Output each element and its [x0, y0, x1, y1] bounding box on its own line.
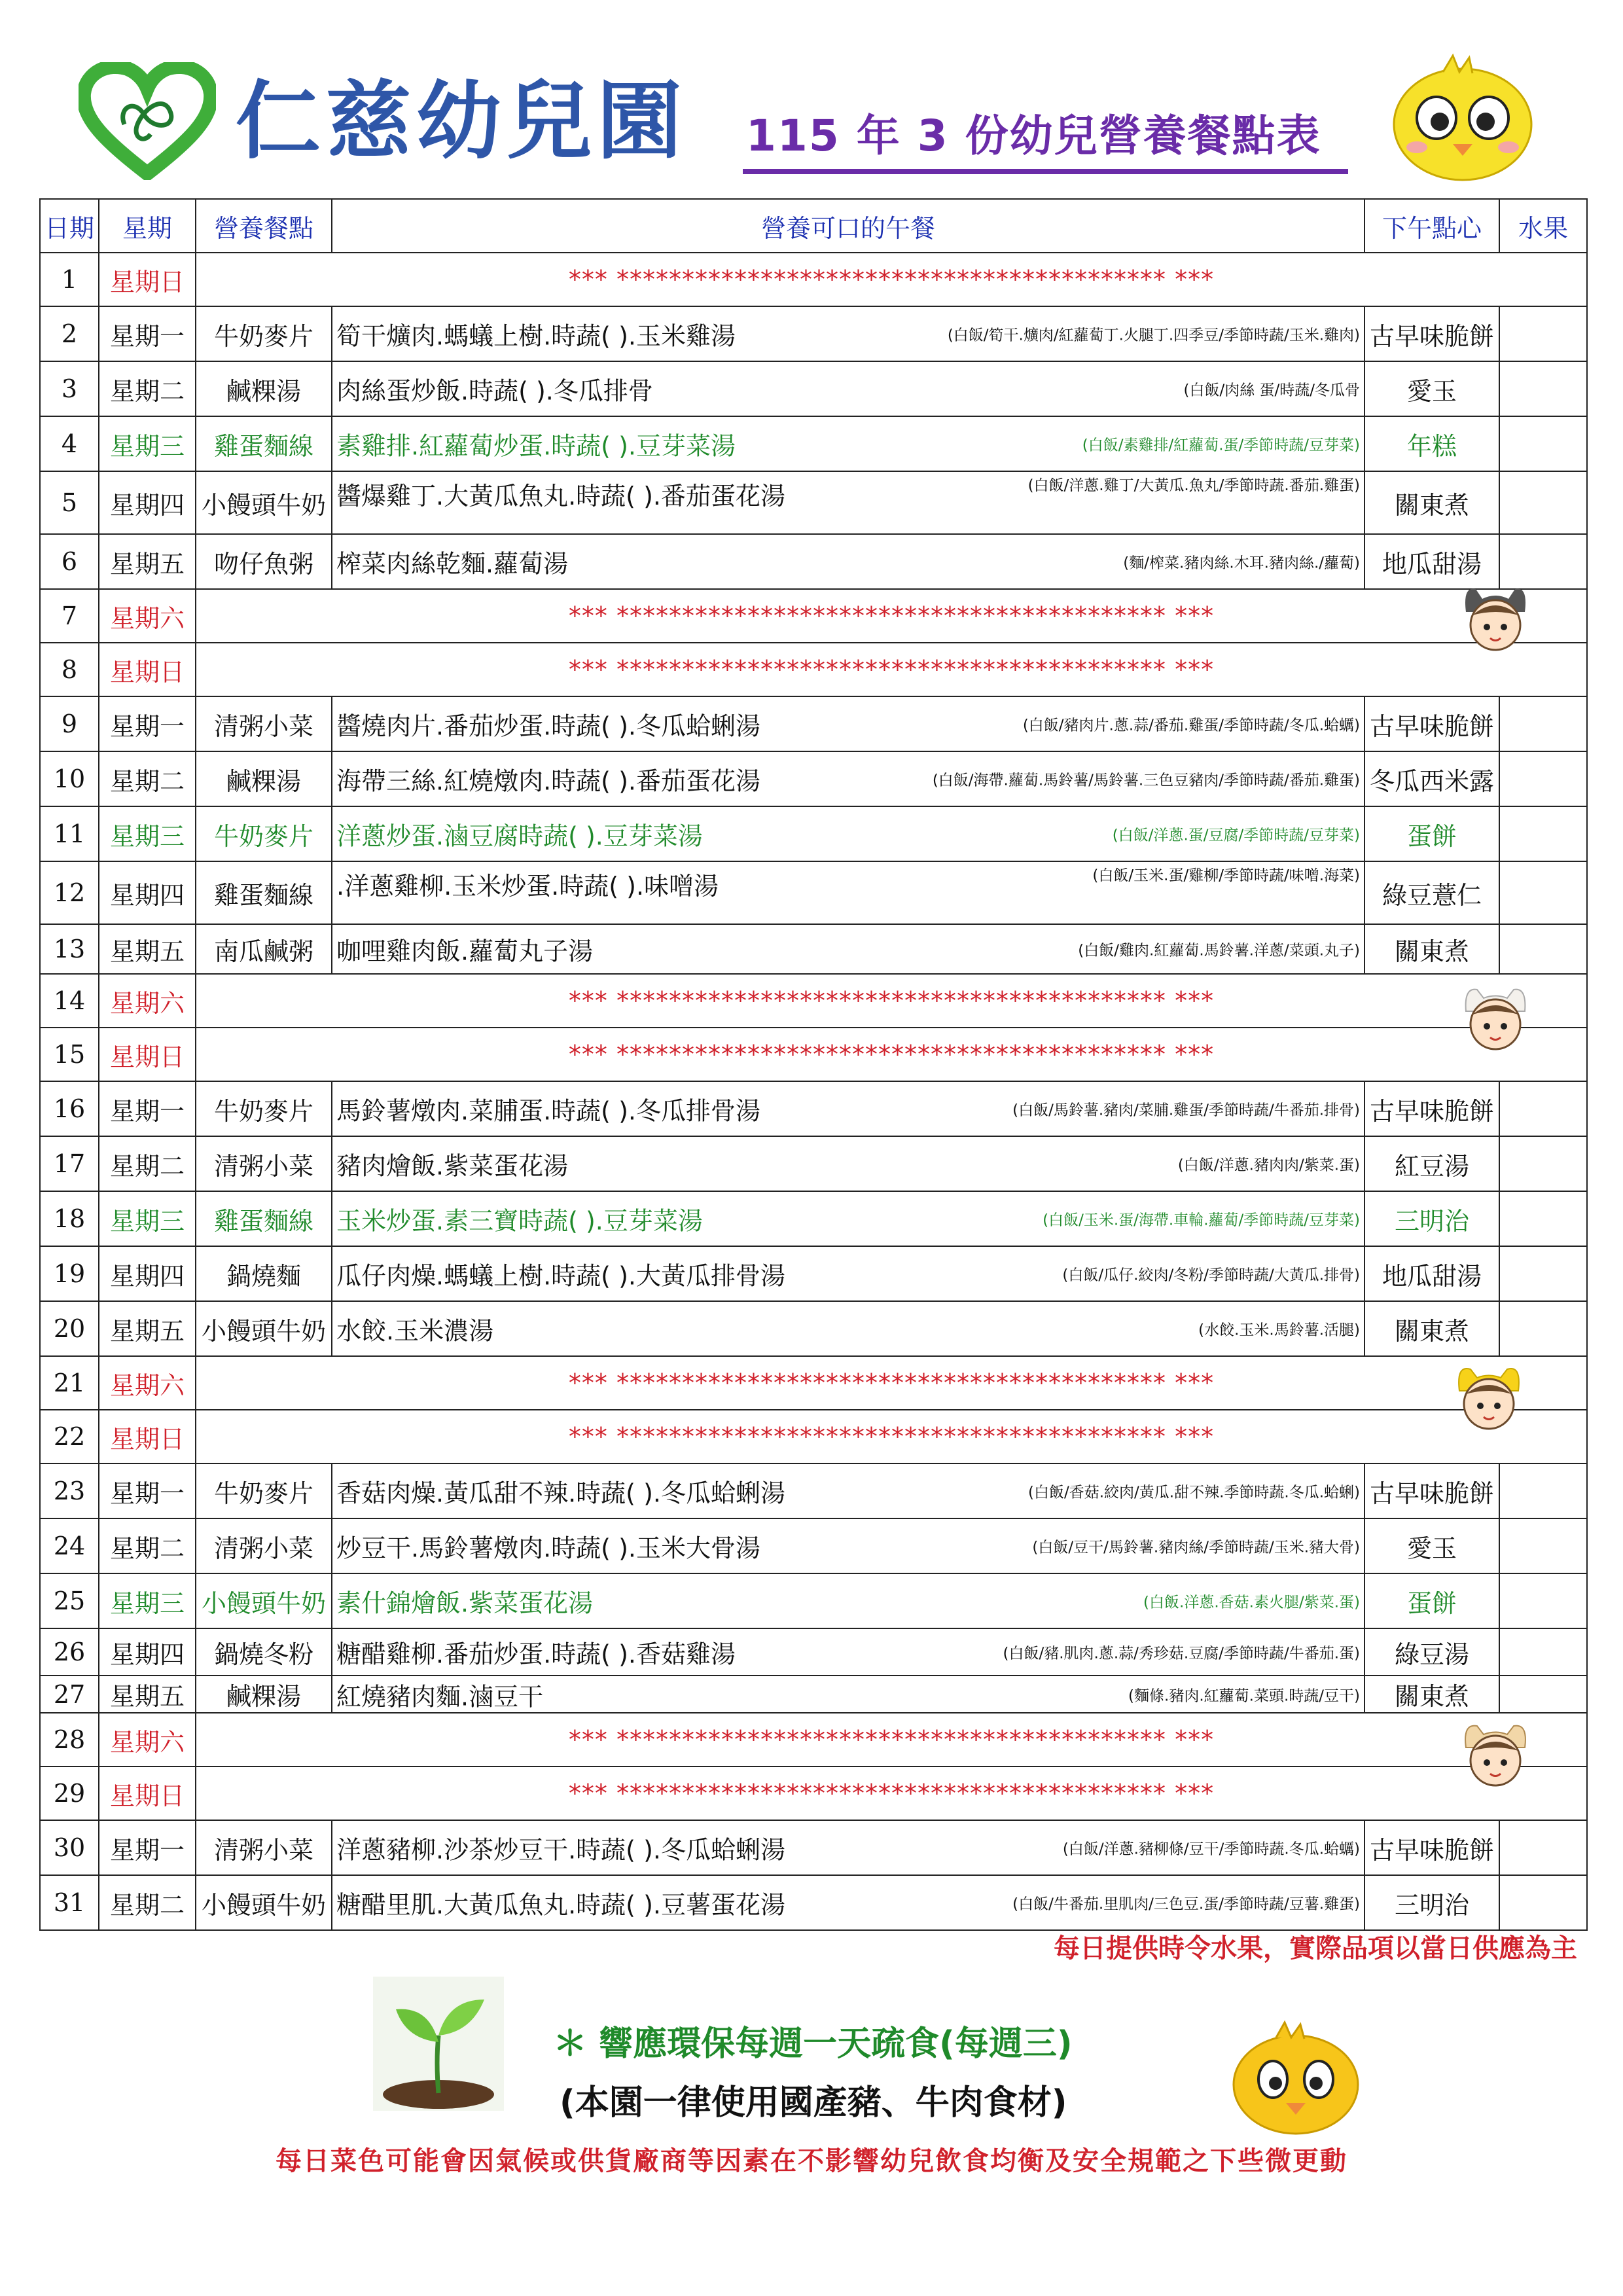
- lunch-content: [332, 862, 1364, 924]
- table-header-row: [40, 199, 1587, 253]
- date-cell: 13: [40, 924, 99, 974]
- table-row: [40, 643, 1587, 696]
- weekday-cell: 星期五: [99, 1676, 196, 1713]
- weekday-cell: 星期四: [99, 861, 196, 924]
- snack-cell: 雞蛋麵線: [196, 416, 332, 471]
- weekday-cell: 星期一: [99, 696, 196, 751]
- snack-cell: 小饅頭牛奶: [196, 1301, 332, 1356]
- lunch-cell: [332, 1875, 1364, 1930]
- date-cell: 24: [40, 1518, 99, 1573]
- table-row: [40, 1628, 1587, 1676]
- weekday-cell: 星期日: [99, 253, 196, 306]
- weekday-cell: 星期六: [99, 1356, 196, 1410]
- date-cell: 7: [40, 589, 99, 643]
- snack-cell: 牛奶麥片: [196, 1081, 332, 1136]
- lunch-ingredients: (白飯/豬.肌肉.蔥.蒜/秀珍菇.豆腐/季節時蔬/牛番茄.蛋): [1003, 1645, 1360, 1662]
- lunch-dishes: 肉絲蛋炒飯.時蔬( ).冬瓜排骨: [336, 376, 653, 406]
- lunch-ingredients: (麵條.豬肉.紅蘿蔔.菜頭.時蔬/豆干): [1128, 1687, 1360, 1704]
- date-cell: 11: [40, 806, 99, 861]
- afternoon-snack-cell: 古早味脆餅: [1364, 696, 1499, 751]
- date-cell: 2: [40, 306, 99, 361]
- weekday-cell: 星期一: [99, 1463, 196, 1518]
- table-row: [40, 361, 1587, 416]
- weekday-cell: 星期二: [99, 1136, 196, 1191]
- fruit-cell: [1499, 1676, 1587, 1713]
- lunch-cell: [332, 751, 1364, 806]
- fruit-cell: [1499, 924, 1587, 974]
- weekday-cell: 星期六: [99, 974, 196, 1028]
- lunch-dishes: 素什錦燴飯.紫菜蛋花湯: [336, 1588, 594, 1618]
- afternoon-snack-cell: 古早味脆餅: [1364, 1081, 1499, 1136]
- table-row: [40, 416, 1587, 471]
- snack-cell: 清粥小菜: [196, 696, 332, 751]
- date-cell: 14: [40, 974, 99, 1028]
- lunch-content: [332, 1821, 1364, 1874]
- snack-cell: 雞蛋麵線: [196, 1191, 332, 1246]
- lunch-ingredients: (白飯/馬鈴薯.豬肉/菜脯.雞蛋/季節時蔬/牛番茄.排骨): [1012, 1102, 1360, 1119]
- fruit-cell: [1499, 471, 1587, 534]
- lunch-content: [332, 307, 1364, 361]
- lunch-ingredients: (白飯/豆干/馬鈴薯.豬肉絲/季節時蔬/玉米.豬大骨): [1032, 1539, 1360, 1556]
- table-row: [40, 1676, 1587, 1713]
- weekday-cell: 星期五: [99, 924, 196, 974]
- lunch-cell: [332, 1463, 1364, 1518]
- fruit-cell: [1499, 1301, 1587, 1356]
- kid-costume-icon: [1450, 1355, 1528, 1440]
- date-cell: 8: [40, 643, 99, 696]
- weekday-cell: 星期三: [99, 1573, 196, 1628]
- afternoon-snack-cell: 愛玉: [1364, 1518, 1499, 1573]
- lunch-content: [332, 472, 1364, 533]
- snack-cell: 鹹粿湯: [196, 1676, 332, 1713]
- header-weekday: 星期: [99, 199, 196, 253]
- weekday-cell: 星期六: [99, 589, 196, 643]
- lunch-cell: [332, 696, 1364, 751]
- lunch-cell: [332, 471, 1364, 534]
- weekday-cell: 星期二: [99, 1875, 196, 1930]
- snack-cell: 雞蛋麵線: [196, 861, 332, 924]
- lunch-content: [332, 1247, 1364, 1300]
- fruit-cell: [1499, 1463, 1587, 1518]
- date-cell: 9: [40, 696, 99, 751]
- lunch-ingredients: (白飯.洋蔥.香菇.素火腿/紫菜.蛋): [1143, 1594, 1360, 1611]
- lunch-cell: [332, 1301, 1364, 1356]
- lunch-ingredients: (白飯/洋蔥.蛋/豆腐/季節時蔬/豆芽菜): [1112, 827, 1360, 844]
- afternoon-snack-cell: 綠豆薏仁: [1364, 861, 1499, 924]
- lunch-cell: [332, 1676, 1364, 1713]
- date-cell: 18: [40, 1191, 99, 1246]
- date-cell: 19: [40, 1246, 99, 1301]
- header-fruit: 水果: [1499, 199, 1587, 253]
- menu-table: [39, 198, 1588, 1931]
- fruit-cell: [1499, 1628, 1587, 1676]
- table-row: [40, 1136, 1587, 1191]
- table-row: [40, 1410, 1587, 1463]
- menu-title: 115 年 3 份幼兒營養餐點表: [746, 111, 1321, 161]
- lunch-cell: [332, 416, 1364, 471]
- fruit-cell: [1499, 696, 1587, 751]
- lunch-cell: [332, 1191, 1364, 1246]
- lunch-content: [332, 752, 1364, 806]
- table-row: [40, 1875, 1587, 1930]
- lunch-ingredients: (白飯/玉米.蛋/雞柳/季節時蔬/味噌.海菜): [1092, 867, 1360, 884]
- fruit-cell: [1499, 1191, 1587, 1246]
- chick-icon: [1221, 2019, 1371, 2137]
- fruit-cell: [1499, 806, 1587, 861]
- date-cell: 20: [40, 1301, 99, 1356]
- table-row: [40, 924, 1587, 974]
- header-date: 日期: [40, 199, 99, 253]
- snack-cell: 牛奶麥片: [196, 806, 332, 861]
- snack-cell: 清粥小菜: [196, 1136, 332, 1191]
- afternoon-snack-cell: 關東煮: [1364, 471, 1499, 534]
- date-cell: 5: [40, 471, 99, 534]
- lunch-ingredients: (白飯/海帶.蘿蔔.馬鈴薯/馬鈴薯.三色豆豬肉/季節時蔬/番茄.雞蛋): [932, 772, 1360, 789]
- lunch-dishes: 水餃.玉米濃湯: [336, 1316, 494, 1346]
- snack-cell: 小饅頭牛奶: [196, 1875, 332, 1930]
- fruit-cell: [1499, 1573, 1587, 1628]
- lunch-cell: [332, 1081, 1364, 1136]
- lunch-content: [332, 925, 1364, 973]
- holiday-cell: *** ****************************************** ***: [196, 1356, 1587, 1410]
- holiday-cell: *** ****************************************** ***: [196, 1767, 1587, 1820]
- lunch-cell: [332, 1136, 1364, 1191]
- afternoon-snack-cell: 年糕: [1364, 416, 1499, 471]
- lunch-content: [332, 1876, 1364, 1929]
- lunch-dishes: 玉米炒蛋.素三寶時蔬( ).豆芽菜湯: [336, 1206, 703, 1236]
- table-row: [40, 1356, 1587, 1410]
- lunch-content: [332, 1678, 1364, 1711]
- kid-costume-icon: [1456, 1712, 1535, 1797]
- date-cell: 25: [40, 1573, 99, 1628]
- table-row: [40, 1767, 1587, 1820]
- lunch-cell: [332, 1628, 1364, 1676]
- lunch-ingredients: (白飯/牛番茄.里肌肉/三色豆.蛋/季節時蔬/豆薯.雞蛋): [1012, 1895, 1360, 1913]
- holiday-cell: *** ****************************************** ***: [196, 1410, 1587, 1463]
- date-cell: 26: [40, 1628, 99, 1676]
- lunch-cell: [332, 1518, 1364, 1573]
- kid-costume-icon: [1456, 576, 1535, 661]
- date-cell: 21: [40, 1356, 99, 1410]
- afternoon-snack-cell: 綠豆湯: [1364, 1628, 1499, 1676]
- lunch-dishes: 炒豆干.馬鈴薯燉肉.時蔬( ).玉米大骨湯: [336, 1534, 760, 1563]
- veg-day-note: ＊ 響應環保每週一天疏食(每週三): [553, 2024, 1073, 2064]
- afternoon-snack-cell: 古早味脆餅: [1364, 306, 1499, 361]
- header-lunch: 營養可口的午餐: [332, 199, 1364, 253]
- header-snack: 營養餐點: [196, 199, 332, 253]
- table-row: [40, 1820, 1587, 1875]
- afternoon-snack-cell: 關東煮: [1364, 1301, 1499, 1356]
- lunch-cell: [332, 861, 1364, 924]
- weekday-cell: 星期日: [99, 1410, 196, 1463]
- weekday-cell: 星期二: [99, 1518, 196, 1573]
- date-cell: 30: [40, 1820, 99, 1875]
- lunch-dishes: 榨菜肉絲乾麵.蘿蔔湯: [336, 549, 569, 579]
- lunch-cell: [332, 361, 1364, 416]
- date-cell: 22: [40, 1410, 99, 1463]
- afternoon-snack-cell: 蛋餅: [1364, 1573, 1499, 1628]
- lunch-cell: [332, 306, 1364, 361]
- afternoon-snack-cell: 蛋餅: [1364, 806, 1499, 861]
- holiday-cell: *** ****************************************** ***: [196, 1713, 1587, 1767]
- lunch-dishes: 糖醋雞柳.番茄炒蛋.時蔬( ).香菇雞湯: [336, 1640, 736, 1669]
- weekday-cell: 星期三: [99, 1191, 196, 1246]
- afternoon-snack-cell: 三明治: [1364, 1875, 1499, 1930]
- lunch-dishes: 醬燒肉片.番茄炒蛋.時蔬( ).冬瓜蛤蜊湯: [336, 711, 760, 741]
- table-row: [40, 306, 1587, 361]
- date-cell: 29: [40, 1767, 99, 1820]
- lunch-ingredients: (白飯/瓜仔.絞肉/冬粉/季節時蔬/大黃瓜.排骨): [1062, 1266, 1360, 1284]
- holiday-cell: *** ****************************************** ***: [196, 643, 1587, 696]
- lunch-content: [332, 1464, 1364, 1518]
- fruit-cell: [1499, 361, 1587, 416]
- weekday-cell: 星期日: [99, 1767, 196, 1820]
- fruit-cell: [1499, 1136, 1587, 1191]
- weekday-cell: 星期四: [99, 1246, 196, 1301]
- lunch-cell: [332, 1573, 1364, 1628]
- lunch-ingredients: (白飯/肉絲 蛋/時蔬/冬瓜骨: [1183, 382, 1360, 399]
- lunch-dishes: 洋蔥炒蛋.滷豆腐時蔬( ).豆芽菜湯: [336, 821, 703, 851]
- fruit-note: 每日提供時令水果，實際品項以當日供應為主: [1054, 1933, 1577, 1964]
- table-row: [40, 1081, 1587, 1136]
- snack-cell: 南瓜鹹粥: [196, 924, 332, 974]
- lunch-dishes: 醬爆雞丁.大黃瓜魚丸.時蔬( ).番茄蛋花湯: [336, 482, 785, 511]
- table-row: [40, 589, 1587, 643]
- date-cell: 4: [40, 416, 99, 471]
- afternoon-snack-cell: 古早味脆餅: [1364, 1820, 1499, 1875]
- lunch-cell: [332, 1820, 1364, 1875]
- sprout-icon: [373, 1977, 504, 2111]
- lunch-dishes: 豬肉燴飯.紫菜蛋花湯: [336, 1151, 569, 1181]
- fruit-cell: [1499, 306, 1587, 361]
- weekday-cell: 星期二: [99, 751, 196, 806]
- lunch-dishes: 咖哩雞肉飯.蘿蔔丸子湯: [336, 937, 594, 966]
- lunch-dishes: 紅燒豬肉麵.滷豆干: [336, 1682, 544, 1711]
- fruit-cell: [1499, 1875, 1587, 1930]
- menu-body: [40, 253, 1587, 1930]
- lunch-dishes: 香菇肉燥.黃瓜甜不辣.時蔬( ).冬瓜蛤蜊湯: [336, 1479, 785, 1508]
- snack-cell: 牛奶麥片: [196, 306, 332, 361]
- lunch-cell: [332, 924, 1364, 974]
- snack-cell: 鹹粿湯: [196, 361, 332, 416]
- lunch-content: [332, 1137, 1364, 1191]
- weekday-cell: 星期五: [99, 534, 196, 589]
- title-underline: [743, 169, 1348, 174]
- lunch-content: [332, 362, 1364, 416]
- date-cell: 17: [40, 1136, 99, 1191]
- holiday-cell: *** ****************************************** ***: [196, 253, 1587, 306]
- table-row: [40, 974, 1587, 1028]
- table-row: [40, 1573, 1587, 1628]
- fruit-cell: [1499, 1518, 1587, 1573]
- lunch-ingredients: (白飯/筍干.爌肉/紅蘿蔔丁.火腿丁.四季豆/季節時蔬/玉米.雞肉): [947, 327, 1360, 344]
- table-row: [40, 1463, 1587, 1518]
- lunch-content: [332, 1574, 1364, 1628]
- afternoon-snack-cell: 古早味脆餅: [1364, 1463, 1499, 1518]
- weekday-cell: 星期四: [99, 471, 196, 534]
- lunch-ingredients: (麵/榨菜.豬肉絲.木耳.豬肉絲./蘿蔔): [1123, 554, 1360, 572]
- date-cell: 15: [40, 1028, 99, 1081]
- lunch-dishes: 洋蔥豬柳.沙茶炒豆干.時蔬( ).冬瓜蛤蜊湯: [336, 1835, 785, 1865]
- snack-cell: 鍋燒冬粉: [196, 1628, 332, 1676]
- date-cell: 12: [40, 861, 99, 924]
- lunch-dishes: 海帶三絲.紅燒燉肉.時蔬( ).番茄蛋花湯: [336, 766, 760, 796]
- lunch-dishes: 馬鈴薯燉肉.菜脯蛋.時蔬( ).冬瓜排骨湯: [336, 1096, 760, 1126]
- date-cell: 31: [40, 1875, 99, 1930]
- lunch-ingredients: (白飯/洋蔥.豬肉肉/紫菜.蛋): [1177, 1157, 1360, 1174]
- weekday-cell: 星期三: [99, 806, 196, 861]
- date-cell: 16: [40, 1081, 99, 1136]
- date-cell: 10: [40, 751, 99, 806]
- weekday-cell: 星期二: [99, 361, 196, 416]
- table-row: [40, 534, 1587, 589]
- weekday-cell: 星期日: [99, 643, 196, 696]
- afternoon-snack-cell: 三明治: [1364, 1191, 1499, 1246]
- lunch-content: [332, 807, 1364, 861]
- lunch-content: [332, 1082, 1364, 1136]
- lunch-ingredients: (白飯/香菇.絞肉/黃瓜.甜不辣.季節時蔬.冬瓜.蛤蜊): [1028, 1484, 1360, 1501]
- lunch-ingredients: (白飯/洋蔥.雞丁/大黃瓜.魚丸/季節時蔬.番茄.雞蛋): [1027, 477, 1360, 494]
- lunch-ingredients: (白飯/素雞排/紅蘿蔔.蛋/季節時蔬/豆芽菜): [1082, 437, 1360, 454]
- lunch-dishes: 筍干爌肉.螞蟻上樹.時蔬( ).玉米雞湯: [336, 321, 736, 351]
- school-name: 仁慈幼兒園: [236, 71, 688, 171]
- date-cell: 3: [40, 361, 99, 416]
- lunch-ingredients: (白飯/雞肉.紅蘿蔔.馬鈴薯.洋蔥/菜頭.丸子): [1078, 942, 1360, 960]
- holiday-cell: *** ****************************************** ***: [196, 1028, 1587, 1081]
- lunch-content: [332, 1629, 1364, 1675]
- snack-cell: 小饅頭牛奶: [196, 1573, 332, 1628]
- table-row: [40, 253, 1587, 306]
- snack-cell: 清粥小菜: [196, 1820, 332, 1875]
- weekday-cell: 星期一: [99, 1081, 196, 1136]
- lunch-content: [332, 1192, 1364, 1246]
- meat-note: (本園一律使用國產豬、牛肉食材): [560, 2083, 1067, 2123]
- table-row: [40, 1191, 1587, 1246]
- weekday-cell: 星期一: [99, 306, 196, 361]
- fruit-cell: [1499, 751, 1587, 806]
- snack-cell: 鹹粿湯: [196, 751, 332, 806]
- lunch-content: [332, 697, 1364, 751]
- lunch-content: [332, 1519, 1364, 1573]
- weekday-cell: 星期三: [99, 416, 196, 471]
- snack-cell: 吻仔魚粥: [196, 534, 332, 589]
- snack-cell: 小饅頭牛奶: [196, 471, 332, 534]
- fruit-cell: [1499, 1081, 1587, 1136]
- lunch-content: [332, 1302, 1364, 1355]
- date-cell: 28: [40, 1713, 99, 1767]
- table-row: [40, 1713, 1587, 1767]
- afternoon-snack-cell: 關東煮: [1364, 1676, 1499, 1713]
- snack-cell: 清粥小菜: [196, 1518, 332, 1573]
- lunch-cell: [332, 806, 1364, 861]
- lunch-cell: [332, 1246, 1364, 1301]
- lunch-dishes: 瓜仔肉燥.螞蟻上樹.時蔬( ).大黃瓜排骨湯: [336, 1261, 785, 1291]
- weekday-cell: 星期一: [99, 1820, 196, 1875]
- afternoon-snack-cell: 地瓜甜湯: [1364, 1246, 1499, 1301]
- afternoon-snack-cell: 關東煮: [1364, 924, 1499, 974]
- fruit-cell: [1499, 416, 1587, 471]
- snack-cell: 牛奶麥片: [196, 1463, 332, 1518]
- lunch-ingredients: (水餃.玉米.馬鈴薯.活腿): [1198, 1321, 1360, 1339]
- weekday-cell: 星期五: [99, 1301, 196, 1356]
- weekday-cell: 星期日: [99, 1028, 196, 1081]
- table-row: [40, 861, 1587, 924]
- table-row: [40, 1028, 1587, 1081]
- fruit-cell: [1499, 1820, 1587, 1875]
- table-row: [40, 1518, 1587, 1573]
- heart-logo-icon: [79, 62, 216, 180]
- chick-icon: [1381, 52, 1544, 183]
- date-cell: 6: [40, 534, 99, 589]
- holiday-cell: *** ****************************************** ***: [196, 974, 1587, 1028]
- fruit-cell: [1499, 861, 1587, 924]
- afternoon-snack-cell: 愛玉: [1364, 361, 1499, 416]
- snack-cell: 鍋燒麵: [196, 1246, 332, 1301]
- weekday-cell: 星期四: [99, 1628, 196, 1676]
- date-cell: 27: [40, 1676, 99, 1713]
- table-row: [40, 471, 1587, 534]
- header-afternoon: 下午點心: [1364, 199, 1499, 253]
- afternoon-snack-cell: 紅豆湯: [1364, 1136, 1499, 1191]
- lunch-cell: [332, 534, 1364, 589]
- afternoon-snack-cell: 冬瓜西米露: [1364, 751, 1499, 806]
- lunch-dishes: 糖醋里肌.大黃瓜魚丸.時蔬( ).豆薯蛋花湯: [336, 1890, 785, 1920]
- table-row: [40, 806, 1587, 861]
- lunch-dishes: .洋蔥雞柳.玉米炒蛋.時蔬( ).味噌湯: [336, 872, 719, 901]
- kid-costume-icon: [1456, 975, 1535, 1060]
- holiday-cell: *** ****************************************** ***: [196, 589, 1587, 643]
- change-note: 每日菜色可能會因氣候或供貨廠商等因素在不影響幼兒飲食均衡及安全規範之下些微更動: [276, 2146, 1347, 2176]
- lunch-ingredients: (白飯/洋蔥.豬柳條/豆干/季節時蔬.冬瓜.蛤蠣): [1062, 1840, 1360, 1858]
- lunch-dishes: 素雞排.紅蘿蔔炒蛋.時蔬( ).豆芽菜湯: [336, 431, 736, 461]
- table-row: [40, 751, 1587, 806]
- afternoon-snack-cell: 地瓜甜湯: [1364, 534, 1499, 589]
- lunch-content: [332, 535, 1364, 588]
- table-row: [40, 696, 1587, 751]
- table-row: [40, 1301, 1587, 1356]
- lunch-ingredients: (白飯/玉米.蛋/海帶.車輪.蘿蔔/季節時蔬/豆芽菜): [1043, 1211, 1360, 1229]
- date-cell: 1: [40, 253, 99, 306]
- lunch-content: [332, 417, 1364, 471]
- table-row: [40, 1246, 1587, 1301]
- weekday-cell: 星期六: [99, 1713, 196, 1767]
- date-cell: 23: [40, 1463, 99, 1518]
- lunch-ingredients: (白飯/豬肉片.蔥.蒜/番茄.雞蛋/季節時蔬/冬瓜.蛤蠣): [1022, 717, 1360, 734]
- fruit-cell: [1499, 1246, 1587, 1301]
